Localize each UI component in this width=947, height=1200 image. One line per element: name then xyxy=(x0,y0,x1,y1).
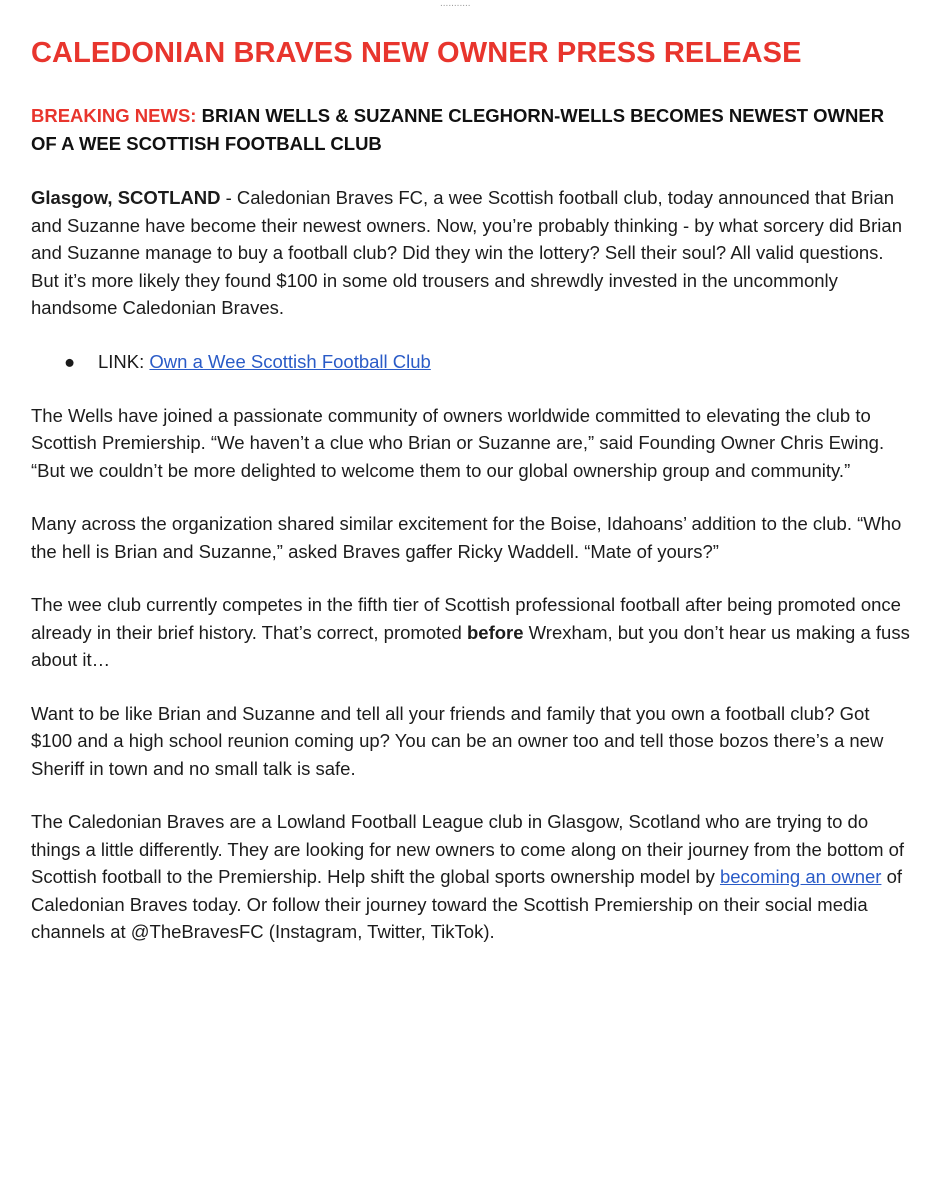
competition-emphasis: before xyxy=(466,621,524,643)
link-list-item xyxy=(31,348,911,376)
paragraph-competition xyxy=(31,591,911,674)
announcement-text: - Caledonian Braves FC, a wee Scottish football club, today announced that Brian and Suzanne have become their newest owners. Now, you’re probably thinking - by what sorcery did Brian and Suzanne manage to buy a football club? Did they win the lottery? Sell their soul? All valid questions. But it’s more likely they found $100 in some old trousers and shrewdly invested in the uncommonly handsome Caledonian Braves. xyxy=(31,187,902,318)
dateline: Glasgow, SCOTLAND xyxy=(31,187,221,208)
press-release-document xyxy=(31,34,911,946)
competition-text-start: The wee club currently competes in the fifth tier of Scottish professional football after being promoted once already in their brief history. That’s correct, promoted xyxy=(31,594,901,643)
paragraph-excitement: Many across the organization shared similar excitement for the Boise, Idahoans’ addition to the club. “Who the hell is Brian and Suzanne,” asked Braves gaffer Ricky Waddell. “Mate of yours?” xyxy=(31,513,902,562)
paragraph-announcement xyxy=(31,184,911,322)
about-text-start: The Caledonian Braves are a Lowland Football League club in Glasgow, Scotland who are trying to do things a little differently. They are looking for new owners to come along on their journey from the bottom of Scottish football to the Premiership. Help shift the global sports ownership model by xyxy=(31,811,905,887)
about-text-end: of Caledonian Braves today. Or follow their journey toward the Scottish Premiership on their social media channels at @TheBravesFC (Instagram, Twitter, TikTok). xyxy=(31,866,903,942)
paragraph-community: The Wells have joined a passionate community of owners worldwide committed to elevating the club to Scottish Premiership. “We haven’t a clue who Brian or Suzanne are,” said Founding Owner Chris Ewing. “But we couldn’t be more delighted to welcome them to our global ownership group and community.” xyxy=(31,404,885,481)
link-label: LINK: xyxy=(98,350,150,372)
press-release-title: CALEDONIAN BRAVES NEW OWNER PRESS RELEASE xyxy=(31,37,802,69)
breaking-news-headline xyxy=(31,102,911,158)
breaking-news-label: BREAKING NEWS: xyxy=(31,105,197,126)
page-top-marker: ........... xyxy=(440,0,471,9)
own-club-link[interactable]: Own a Wee Scottish Football Club xyxy=(149,350,431,372)
becoming-owner-link[interactable]: becoming an owner xyxy=(719,866,882,887)
link-list xyxy=(31,348,911,376)
paragraph-call-to-action: Want to be like Brian and Suzanne and tell all your friends and family that you own a football club? Got $100 and a high school reunion coming up? You can be an owner too and tell those bozos there’s a new Sheriff in town and no small talk is safe. xyxy=(31,702,884,779)
bullet-icon: ● xyxy=(64,350,76,372)
headline-text: BRIAN WELLS & SUZANNE CLEGHORN-WELLS BECOMES NEWEST OWNER OF A WEE SCOTTISH FOOTBALL CLUB xyxy=(31,105,885,154)
competition-text-end: Wrexham, but you don’t hear us making a fuss about it… xyxy=(31,621,910,670)
paragraph-about-club xyxy=(31,808,911,946)
